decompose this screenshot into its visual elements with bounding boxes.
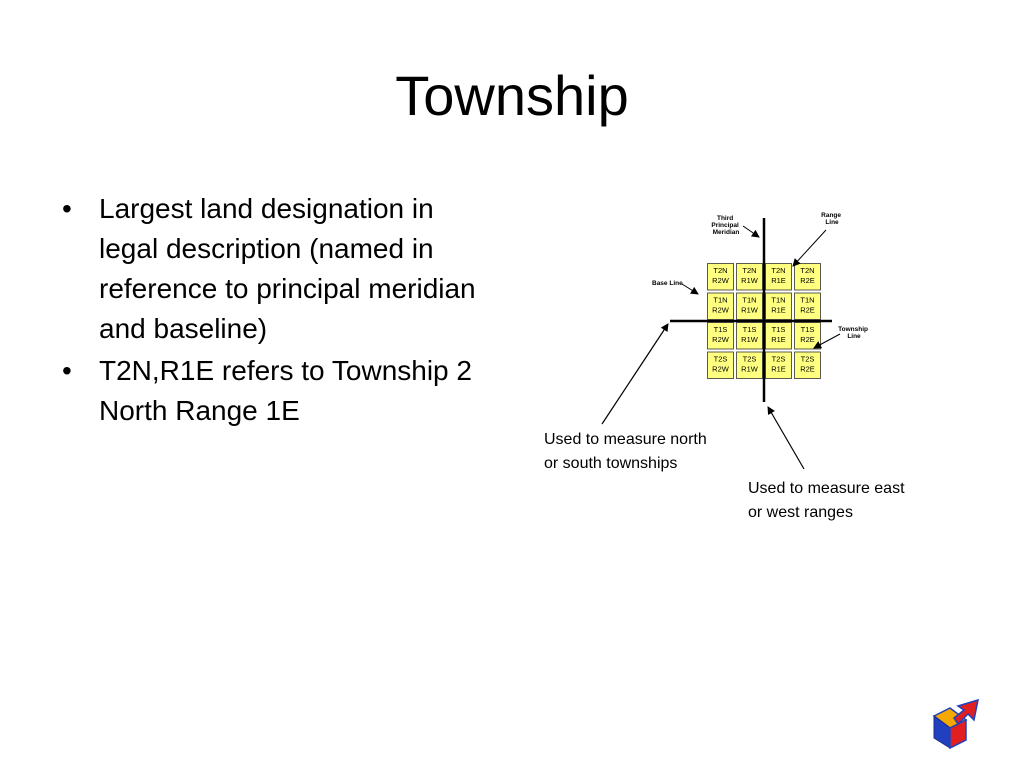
range-cell-label: R1E bbox=[771, 276, 786, 285]
bullet-text: T2N,R1E refers to Township 2 North Range 1E bbox=[99, 355, 472, 426]
range-cell-label: R1W bbox=[741, 305, 758, 315]
bullet-text: Largest land designation in legal description (named in reference to principal meridian and baseline) bbox=[99, 193, 476, 344]
bullet-list bbox=[62, 189, 492, 433]
east-west-note bbox=[748, 477, 968, 525]
range-cell-label: R1E bbox=[771, 364, 786, 374]
township-cell-label: T2N bbox=[742, 266, 757, 275]
base-line-pointer-arrow bbox=[682, 284, 698, 294]
range-cell-label: R1W bbox=[741, 335, 758, 344]
north-south-note-arrow bbox=[602, 324, 668, 424]
range-cell-label: R2W bbox=[712, 364, 729, 374]
range-cell-label: R2E bbox=[800, 364, 815, 374]
bullet-marker: • bbox=[62, 355, 72, 386]
range-cell-label: R1E bbox=[771, 305, 786, 315]
township-cell-label: T1S bbox=[713, 325, 728, 334]
township-cell-label: T1S bbox=[742, 325, 757, 334]
base-line-label: Base Line bbox=[652, 280, 683, 287]
range-cell-label: R1W bbox=[741, 276, 758, 285]
township-cell-label: T1N bbox=[742, 295, 757, 305]
note-line: Used to measure north bbox=[544, 431, 707, 448]
township-cell-label: T1S bbox=[800, 325, 815, 334]
meridian-label: Third Principal Meridian bbox=[711, 215, 740, 236]
note-line: or south townships bbox=[544, 455, 678, 472]
township-cell-label: T2S bbox=[771, 354, 786, 364]
north-south-note bbox=[544, 428, 764, 476]
township-cell-label: T1N bbox=[713, 295, 728, 305]
range-cell-label: R2E bbox=[800, 335, 815, 344]
slide-title: Township bbox=[395, 64, 629, 127]
range-cell-label: R2W bbox=[712, 276, 729, 285]
township-line-label: Township Line bbox=[838, 326, 869, 340]
township-cell-label: T2S bbox=[742, 354, 757, 364]
township-cell-label: T2N bbox=[713, 266, 728, 275]
bullet-item bbox=[62, 351, 492, 431]
township-cell-label: T2N bbox=[771, 266, 786, 275]
meridian-pointer-arrow bbox=[743, 226, 759, 237]
range-cell-label: R2E bbox=[800, 305, 815, 315]
arrow-logo-icon bbox=[928, 698, 984, 752]
range-cell-label: R2W bbox=[712, 335, 729, 344]
note-line: or west ranges bbox=[748, 504, 853, 521]
bullet-marker: • bbox=[62, 193, 72, 224]
township-cell-label: T2S bbox=[713, 354, 728, 364]
east-west-note-arrow bbox=[768, 407, 804, 469]
note-line: Used to measure east bbox=[748, 480, 905, 497]
township-cell-label: T1S bbox=[771, 325, 786, 334]
range-cell-label: R2W bbox=[712, 305, 729, 315]
bullet-item bbox=[62, 189, 492, 349]
township-cell-label: T1N bbox=[800, 295, 815, 305]
range-line-pointer-arrow bbox=[793, 230, 826, 266]
township-cell-label: T2S bbox=[800, 354, 815, 364]
range-cell-label: R1E bbox=[771, 335, 786, 344]
range-cell-label: R1W bbox=[741, 364, 758, 374]
township-cell-label: T1N bbox=[771, 295, 786, 305]
range-line-label: Range Line bbox=[821, 212, 842, 226]
range-cell-label: R2E bbox=[800, 276, 815, 285]
township-cell-label: T2N bbox=[800, 266, 815, 275]
